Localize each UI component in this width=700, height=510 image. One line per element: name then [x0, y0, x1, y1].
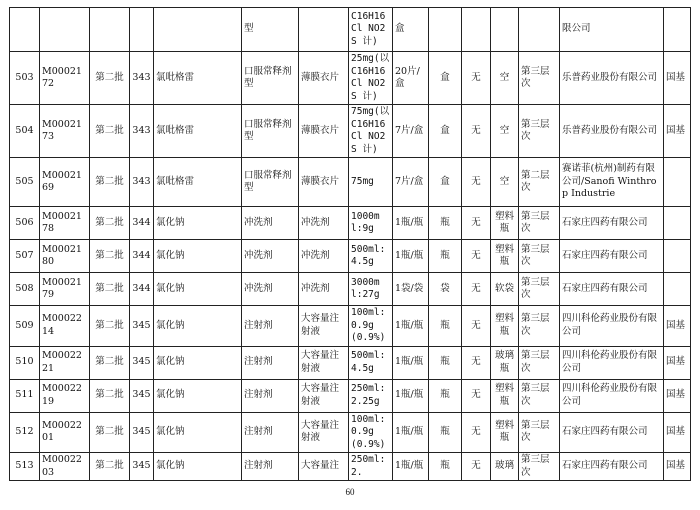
- cell-dosage-form: 注射剂: [242, 306, 299, 347]
- cell-manufacturer: 乐普药业股份有限公司: [560, 52, 664, 105]
- cell-code: M0002203: [40, 453, 90, 481]
- cell-manufacturer: 限公司: [560, 8, 664, 52]
- cell-drug-name: 氯化钠: [154, 379, 242, 412]
- cell-manufacturer: 乐普药业股份有限公司: [560, 105, 664, 158]
- cell-specification: 250ml:2.25g: [349, 379, 393, 412]
- cell-group-number: 345: [130, 453, 154, 481]
- cell-flag: 无: [462, 453, 491, 481]
- cell-specific-form: 冲洗剂: [299, 273, 349, 306]
- cell-unit: 盒: [429, 105, 462, 158]
- cell-drug-name: 氯吡格雷: [154, 158, 242, 207]
- cell-specific-form: [299, 8, 349, 52]
- cell-drug-name: 氯化钠: [154, 207, 242, 240]
- cell-material: 塑料瓶: [491, 379, 519, 412]
- table-row: [10, 379, 691, 412]
- cell-material: [491, 8, 519, 52]
- cell-row-number: 503: [10, 52, 40, 105]
- cell-note: [664, 273, 691, 306]
- cell-material: 玻璃瓶: [491, 346, 519, 379]
- cell-note: [664, 158, 691, 207]
- cell-group-number: 345: [130, 379, 154, 412]
- cell-manufacturer: 赛诺菲(杭州)制药有限公司/Sanofi Winthrop Industrie: [560, 158, 664, 207]
- cell-specification: 25mg(以 C16H16Cl NO2S 计): [349, 52, 393, 105]
- cell-drug-name: 氯化钠: [154, 453, 242, 481]
- cell-tier: 第三层次: [519, 379, 560, 412]
- cell-code: M0002173: [40, 105, 90, 158]
- cell-row-number: 504: [10, 105, 40, 158]
- cell-specific-form: 大容量注: [299, 453, 349, 481]
- cell-batch: 第二批: [90, 158, 130, 207]
- cell-manufacturer: 石家庄四药有限公司: [560, 207, 664, 240]
- cell-specification: 75mg(以 C16H16Cl NO2S 计): [349, 105, 393, 158]
- cell-material: 软袋: [491, 273, 519, 306]
- cell-drug-name: 氯化钠: [154, 240, 242, 273]
- cell-tier: 第二层次: [519, 158, 560, 207]
- cell-material: 空: [491, 52, 519, 105]
- cell-packaging: 7片/盒: [393, 158, 429, 207]
- cell-unit: 瓶: [429, 453, 462, 481]
- table-row: [10, 273, 691, 306]
- cell-note: 国基: [664, 306, 691, 347]
- cell-flag: 无: [462, 306, 491, 347]
- cell-specification: 500ml:4.5g: [349, 240, 393, 273]
- cell-packaging: 20片/盒: [393, 52, 429, 105]
- cell-dosage-form: 冲洗剂: [242, 240, 299, 273]
- cell-unit: 瓶: [429, 412, 462, 453]
- cell-row-number: 510: [10, 346, 40, 379]
- table-row: [10, 8, 691, 52]
- cell-tier: 第三层次: [519, 306, 560, 347]
- cell-specific-form: 大容量注射液: [299, 379, 349, 412]
- cell-unit: 瓶: [429, 240, 462, 273]
- cell-group-number: 345: [130, 346, 154, 379]
- cell-specification: 75mg: [349, 158, 393, 207]
- cell-dosage-form: 口服常释剂型: [242, 105, 299, 158]
- cell-row-number: 513: [10, 453, 40, 481]
- cell-manufacturer: 石家庄四药有限公司: [560, 412, 664, 453]
- cell-packaging: 1瓶/瓶: [393, 379, 429, 412]
- cell-tier: 第三层次: [519, 240, 560, 273]
- cell-group-number: 344: [130, 207, 154, 240]
- cell-material: 塑料瓶: [491, 240, 519, 273]
- cell-tier: 第三层次: [519, 207, 560, 240]
- cell-flag: 无: [462, 273, 491, 306]
- cell-batch: [90, 8, 130, 52]
- cell-specific-form: 薄膜衣片: [299, 158, 349, 207]
- cell-manufacturer: 石家庄四药有限公司: [560, 453, 664, 481]
- cell-specification: C16H16Cl NO2S 计): [349, 8, 393, 52]
- cell-note: 国基: [664, 379, 691, 412]
- cell-drug-name: 氯吡格雷: [154, 52, 242, 105]
- cell-unit: 瓶: [429, 346, 462, 379]
- cell-group-number: 344: [130, 240, 154, 273]
- cell-note: 国基: [664, 453, 691, 481]
- cell-group-number: 345: [130, 412, 154, 453]
- cell-packaging: 1瓶/瓶: [393, 346, 429, 379]
- cell-tier: [519, 8, 560, 52]
- cell-tier: 第三层次: [519, 346, 560, 379]
- cell-tier: 第三层次: [519, 412, 560, 453]
- cell-group-number: 343: [130, 158, 154, 207]
- cell-manufacturer: 四川科伦药业股份有限公司: [560, 306, 664, 347]
- cell-tier: 第三层次: [519, 52, 560, 105]
- cell-unit: 盒: [429, 158, 462, 207]
- cell-row-number: 508: [10, 273, 40, 306]
- cell-note: 国基: [664, 346, 691, 379]
- cell-group-number: 345: [130, 306, 154, 347]
- cell-unit: 瓶: [429, 306, 462, 347]
- cell-material: 塑料瓶: [491, 306, 519, 347]
- cell-note: 国基: [664, 52, 691, 105]
- cell-dosage-form: 注射剂: [242, 379, 299, 412]
- cell-group-number: 343: [130, 52, 154, 105]
- cell-unit: 盒: [429, 52, 462, 105]
- cell-flag: 无: [462, 105, 491, 158]
- cell-code: M0002172: [40, 52, 90, 105]
- cell-specification: 100ml:0.9g(0.9%): [349, 412, 393, 453]
- cell-specification: 500ml:4.5g: [349, 346, 393, 379]
- cell-drug-name: 氯化钠: [154, 412, 242, 453]
- cell-specific-form: 大容量注射液: [299, 346, 349, 379]
- cell-packaging: 1瓶/瓶: [393, 240, 429, 273]
- cell-manufacturer: 四川科伦药业股份有限公司: [560, 346, 664, 379]
- cell-specific-form: 冲洗剂: [299, 207, 349, 240]
- cell-specific-form: 大容量注射液: [299, 306, 349, 347]
- cell-specification: 100ml:0.9g(0.9%): [349, 306, 393, 347]
- cell-flag: 无: [462, 346, 491, 379]
- cell-group-number: 343: [130, 105, 154, 158]
- cell-unit: [429, 8, 462, 52]
- cell-specific-form: 薄膜衣片: [299, 52, 349, 105]
- cell-note: [664, 207, 691, 240]
- cell-flag: 无: [462, 158, 491, 207]
- cell-manufacturer: 石家庄四药有限公司: [560, 240, 664, 273]
- cell-drug-name: 氯化钠: [154, 346, 242, 379]
- cell-packaging: 1瓶/瓶: [393, 453, 429, 481]
- cell-code: M0002180: [40, 240, 90, 273]
- cell-flag: 无: [462, 240, 491, 273]
- cell-code: M0002201: [40, 412, 90, 453]
- cell-specific-form: 冲洗剂: [299, 240, 349, 273]
- cell-material: 塑料瓶: [491, 412, 519, 453]
- cell-note: [664, 8, 691, 52]
- cell-dosage-form: 注射剂: [242, 412, 299, 453]
- cell-dosage-form: 注射剂: [242, 346, 299, 379]
- cell-drug-name: 氯吡格雷: [154, 105, 242, 158]
- cell-tier: 第三层次: [519, 105, 560, 158]
- cell-batch: 第二批: [90, 412, 130, 453]
- cell-specific-form: 薄膜衣片: [299, 105, 349, 158]
- cell-batch: 第二批: [90, 453, 130, 481]
- cell-row-number: 509: [10, 306, 40, 347]
- cell-row-number: 511: [10, 379, 40, 412]
- table-row: [10, 306, 691, 347]
- cell-drug-name: 氯化钠: [154, 306, 242, 347]
- cell-flag: [462, 8, 491, 52]
- cell-batch: 第二批: [90, 273, 130, 306]
- cell-batch: 第二批: [90, 240, 130, 273]
- cell-specific-form: 大容量注射液: [299, 412, 349, 453]
- cell-flag: 无: [462, 379, 491, 412]
- cell-batch: 第二批: [90, 105, 130, 158]
- cell-material: 空: [491, 158, 519, 207]
- cell-tier: 第三层次: [519, 453, 560, 481]
- cell-group-number: [130, 8, 154, 52]
- cell-packaging: 盒: [393, 8, 429, 52]
- table-row: [10, 158, 691, 207]
- cell-specification: 1000ml:9g: [349, 207, 393, 240]
- cell-dosage-form: 注射剂: [242, 453, 299, 481]
- cell-batch: 第二批: [90, 207, 130, 240]
- cell-row-number: [10, 8, 40, 52]
- cell-dosage-form: 口服常释剂型: [242, 158, 299, 207]
- cell-row-number: 506: [10, 207, 40, 240]
- cell-manufacturer: 石家庄四药有限公司: [560, 273, 664, 306]
- cell-batch: 第二批: [90, 346, 130, 379]
- cell-code: M0002169: [40, 158, 90, 207]
- cell-note: 国基: [664, 105, 691, 158]
- cell-batch: 第二批: [90, 379, 130, 412]
- cell-group-number: 344: [130, 273, 154, 306]
- cell-unit: 瓶: [429, 207, 462, 240]
- cell-drug-name: 氯化钠: [154, 273, 242, 306]
- cell-row-number: 507: [10, 240, 40, 273]
- cell-material: 空: [491, 105, 519, 158]
- table-row: [10, 453, 691, 481]
- cell-batch: 第二批: [90, 52, 130, 105]
- cell-row-number: 505: [10, 158, 40, 207]
- cell-packaging: 1瓶/瓶: [393, 306, 429, 347]
- cell-note: [664, 240, 691, 273]
- table-row: [10, 346, 691, 379]
- cell-unit: 瓶: [429, 379, 462, 412]
- cell-code: M0002221: [40, 346, 90, 379]
- cell-manufacturer: 四川科伦药业股份有限公司: [560, 379, 664, 412]
- table-row: [10, 240, 691, 273]
- cell-code: M0002179: [40, 273, 90, 306]
- cell-dosage-form: 冲洗剂: [242, 207, 299, 240]
- table-row: [10, 105, 691, 158]
- cell-flag: 无: [462, 412, 491, 453]
- drug-catalog-table: [9, 7, 691, 481]
- cell-dosage-form: 口服常释剂型: [242, 52, 299, 105]
- cell-dosage-form: 冲洗剂: [242, 273, 299, 306]
- cell-code: M0002219: [40, 379, 90, 412]
- cell-row-number: 512: [10, 412, 40, 453]
- cell-material: 塑料瓶: [491, 207, 519, 240]
- cell-code: M0002214: [40, 306, 90, 347]
- cell-code: [40, 8, 90, 52]
- table-row: [10, 207, 691, 240]
- cell-flag: 无: [462, 207, 491, 240]
- table-row: [10, 412, 691, 453]
- cell-dosage-form: 型: [242, 8, 299, 52]
- cell-code: M0002178: [40, 207, 90, 240]
- cell-note: 国基: [664, 412, 691, 453]
- cell-packaging: 1瓶/瓶: [393, 412, 429, 453]
- cell-specification: 250ml:2.: [349, 453, 393, 481]
- cell-specification: 3000ml:27g: [349, 273, 393, 306]
- cell-packaging: 1袋/袋: [393, 273, 429, 306]
- page-number: 60: [345, 487, 355, 497]
- cell-packaging: 1瓶/瓶: [393, 207, 429, 240]
- cell-flag: 无: [462, 52, 491, 105]
- cell-unit: 袋: [429, 273, 462, 306]
- cell-material: 玻璃: [491, 453, 519, 481]
- cell-packaging: 7片/盒: [393, 105, 429, 158]
- table-row: [10, 52, 691, 105]
- cell-tier: 第三层次: [519, 273, 560, 306]
- cell-batch: 第二批: [90, 306, 130, 347]
- cell-drug-name: [154, 8, 242, 52]
